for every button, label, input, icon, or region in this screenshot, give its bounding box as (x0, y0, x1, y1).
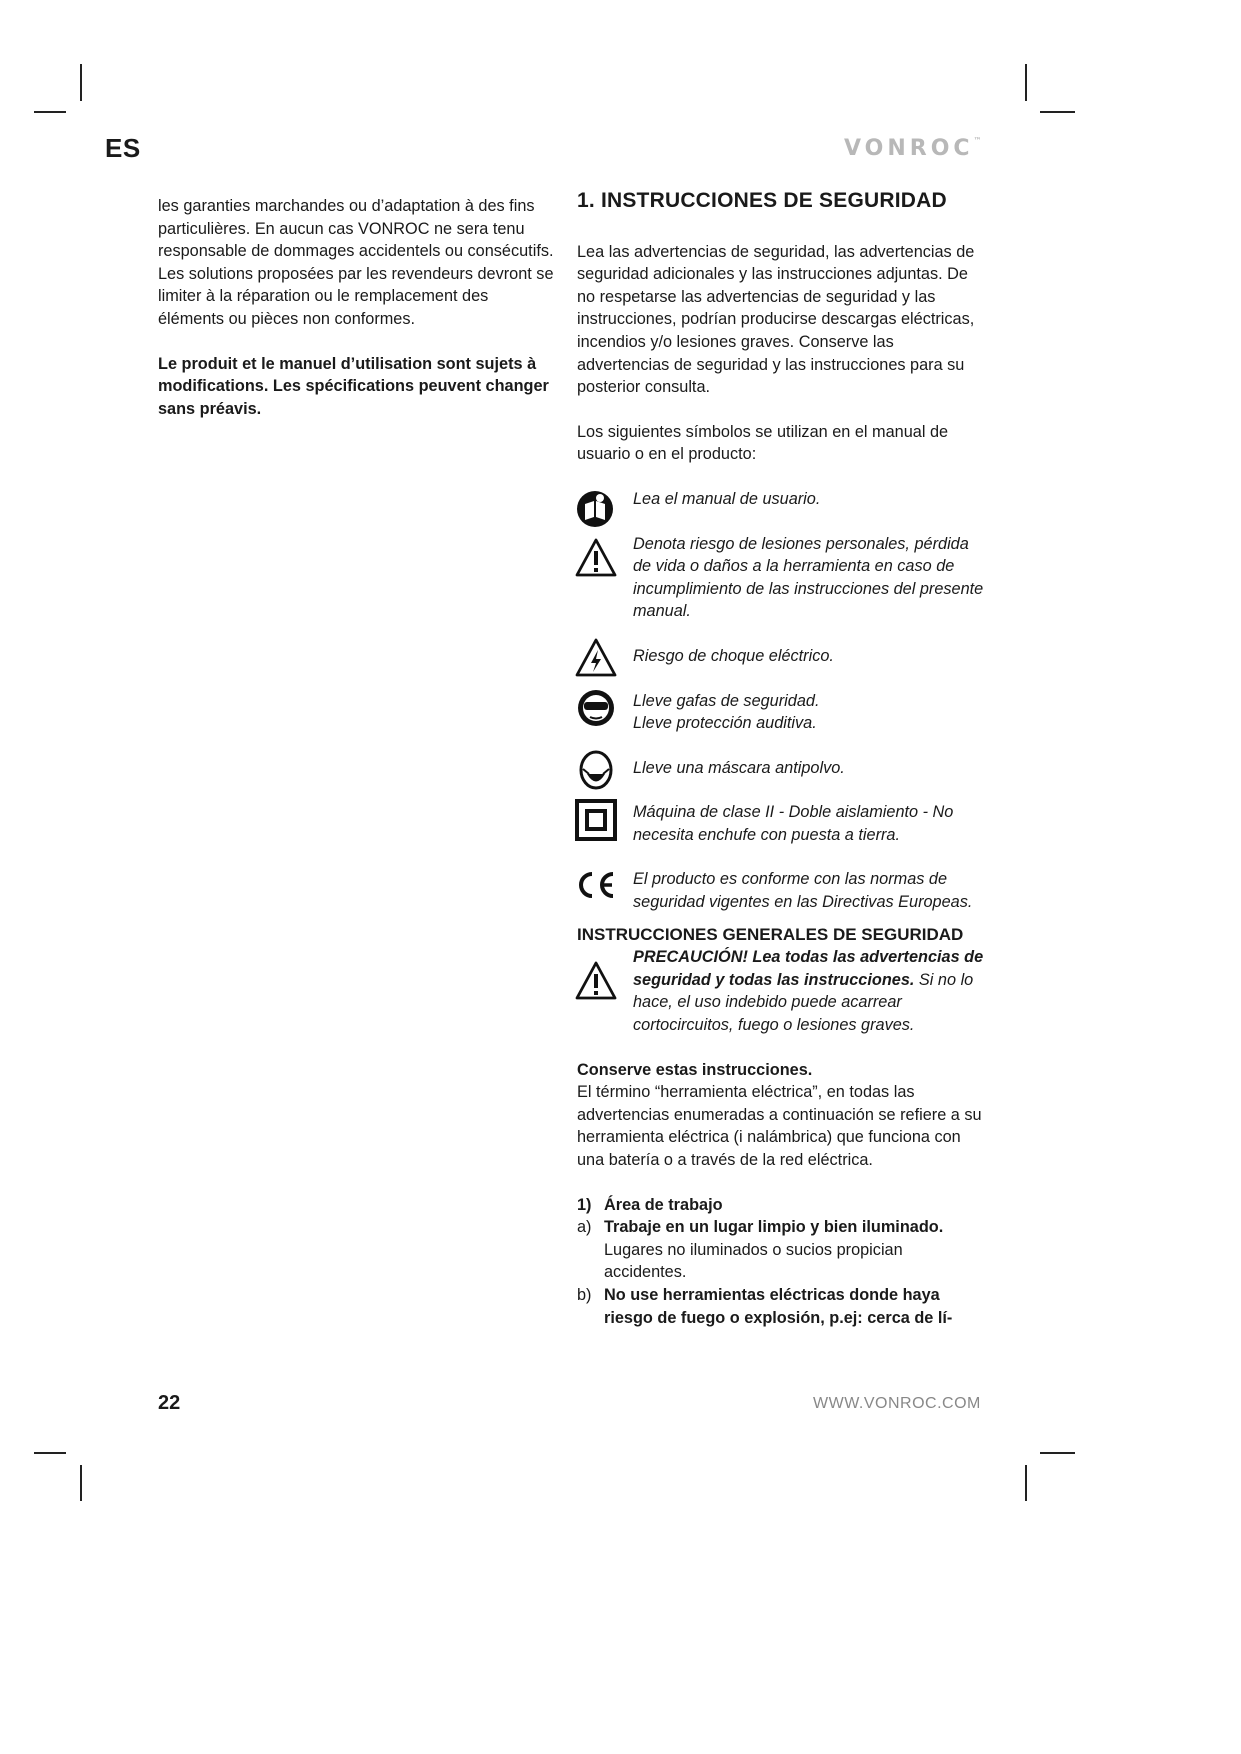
crop-mark (1025, 1465, 1027, 1501)
page-number: 22 (158, 1392, 181, 1414)
item-text: Lugares no iluminados o sucios propician accidentes. (604, 1240, 903, 1282)
warning-triangle-icon (575, 537, 617, 579)
read-manual-icon (575, 488, 617, 530)
symbol-text-line: Lleve protección auditiva. (633, 714, 817, 733)
safety-intro: Lea las advertencias de seguridad, las advertencias de seguridad adicionales y las instrucciones adjuntas. De no respetarse las advertencias de seguridad y las instrucciones, podrían producirse descargas eléctricas, incendios y/o lesiones graves. Conserve las advertencias de seguridad y las instrucciones para su posterior consulta. (577, 242, 975, 397)
caution-text: Si no lo hace, el uso indebido puede acarrear cortocircuitos, fuego o lesiones graves. (633, 970, 974, 1035)
caution-block (577, 946, 987, 1036)
symbol-text: Denota riesgo de lesiones personales, pérdida de vida o daños a la herramienta en caso de incumplimiento de las instrucciones del presente manual. (633, 534, 984, 621)
symbol-row (577, 868, 987, 913)
brand-name: VONROC (844, 136, 974, 161)
crop-mark (1025, 64, 1027, 101)
symbols-intro: Los siguientes símbolos se utilizan en el manual de usuario o en el producto: (577, 422, 949, 464)
symbol-text: El producto es conforme con las normas de seguridad vigentes en las Directivas Europeas. (633, 870, 973, 912)
keep-instructions-text: El término “herramienta eléctrica”, en todas las advertencias enumeradas a continuación se refiere a su herramienta eléctrica (i nalámbrica) que funciona con una batería o a través de la red eléctrica. (577, 1083, 982, 1169)
symbol-row (577, 801, 987, 846)
item-bold-text: Trabaje en un lugar limpio y bien iluminado. (604, 1218, 944, 1237)
item-bold-text: No use herramientas eléctricas donde haya riesgo de fuego o explosión, p.ej: cerca de lí- (604, 1285, 953, 1327)
work-area-heading (577, 1194, 987, 1217)
work-area-title: Área de trabajo (604, 1195, 723, 1214)
crop-mark (34, 111, 66, 113)
language-code: ES (105, 133, 141, 163)
symbol-text-line: Lleve gafas de seguridad. (633, 691, 820, 710)
item-number: 1) (577, 1195, 592, 1214)
symbol-row (577, 757, 987, 780)
section-title: 1. INSTRUCCIONES DE SEGURIDAD (577, 189, 947, 212)
modification-notice: Le produit et le manuel d’utilisation sont sujets à modifications. Les spécifications peuvent changer sans préavis. (158, 354, 549, 418)
caution-bold: PRECAUCIÓN! Lea todas las advertencias de seguridad y todas las instrucciones. (633, 948, 984, 989)
warranty-paragraph: les garanties marchandes ou d’adaptation à des fins particulières. En aucun cas VONROC ne sera tenu responsable de dommages accidentels ou consécutifs. Les solutions proposées par les revendeurs devront se limiter à la réparation ou le remplacement des éléments ou pièces non conformes. (158, 197, 554, 328)
symbol-row (577, 488, 987, 511)
goggles-earmuffs-icon (575, 686, 617, 728)
warning-triangle-icon (575, 960, 617, 1002)
crop-mark (80, 64, 82, 101)
symbol-row (577, 533, 987, 623)
left-column (158, 195, 558, 442)
general-safety-title: INSTRUCCIONES GENERALES DE SEGURIDAD (577, 924, 964, 944)
symbol-text: Máquina de clase II - Doble aislamiento - No necesita enchufe con puesta a tierra. (633, 803, 954, 844)
symbol-text: Lea el manual de usuario. (633, 489, 821, 508)
item-label: b) (577, 1285, 592, 1304)
symbol-text: Riesgo de choque eléctrico. (633, 646, 834, 665)
item-label: a) (577, 1218, 592, 1237)
symbol-row (577, 645, 987, 668)
right-column (577, 190, 987, 1329)
keep-instructions-title: Conserve estas instrucciones. (577, 1060, 813, 1079)
electric-shock-icon (575, 637, 617, 679)
crop-mark (34, 1452, 66, 1454)
crop-mark (1040, 111, 1075, 113)
website-url: WWW.VONROC.COM (813, 1395, 981, 1412)
symbol-row (577, 690, 987, 735)
brand-trademark: ™ (973, 136, 982, 145)
dust-mask-icon (575, 749, 617, 791)
class-ii-icon (575, 799, 617, 841)
brand-logo (844, 136, 982, 161)
crop-mark (1040, 1452, 1075, 1454)
crop-mark (80, 1465, 82, 1501)
list-item (577, 1284, 987, 1329)
symbol-text: Lleve una máscara antipolvo. (633, 758, 845, 777)
ce-mark-icon (575, 864, 617, 906)
list-item (577, 1216, 987, 1284)
